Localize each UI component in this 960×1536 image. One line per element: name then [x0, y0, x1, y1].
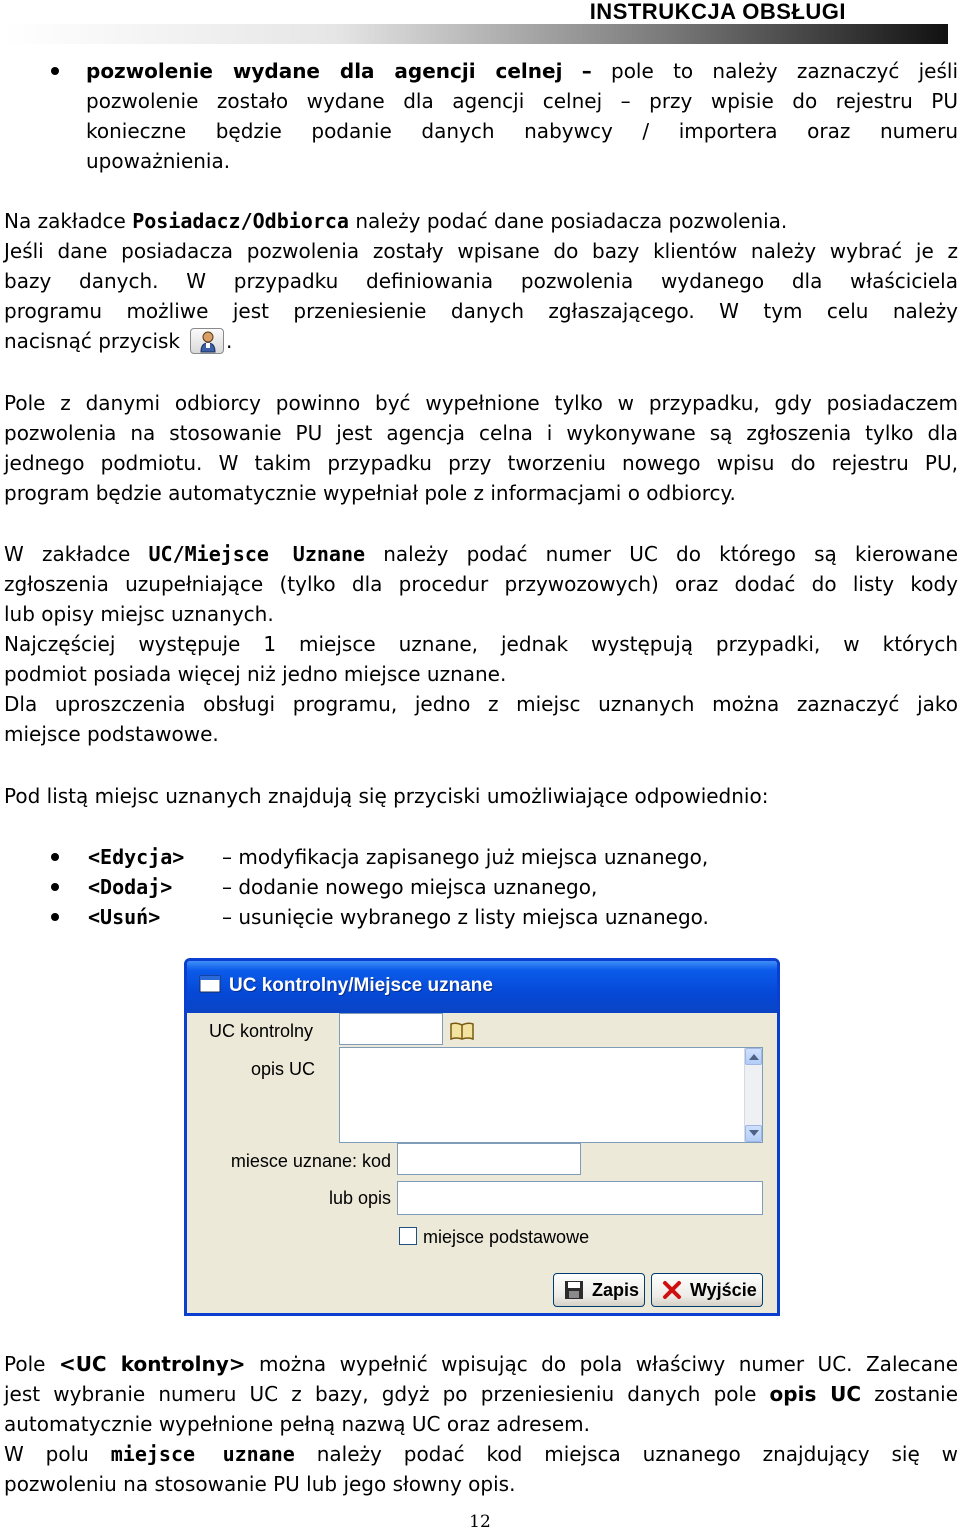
lub-opis-label: lub opis [328, 1188, 391, 1208]
uc-miejsce-dialog [184, 958, 780, 1316]
zapis-button[interactable]: Zapis [553, 1273, 645, 1307]
miejsce-kod-label: miesce uznane: kod [230, 1151, 391, 1171]
bullet-dot [51, 853, 59, 861]
header-gradient-bar [4, 24, 948, 44]
bullet-dot [51, 883, 59, 891]
edycja-key: <Edycja> [88, 845, 185, 869]
window-app-icon [199, 974, 221, 994]
paragraph-uc-kontrolny: Pole <UC kontrolny> można wypełnić wpisując do pola właściwy numer UC. Zalecane jest wybranie numeru UC z bazy, gdyż po przeniesieniu danych pole opis UC zostanie automatycznie wypełnione pełną nazwą UC oraz adresem. W polu miejsce uznane należy podać kod miejsca uznanego znajdujący się w pozwoleniu na stosowanie PU lub jego słowny opis. [4, 1352, 959, 1496]
usun-key: <Usuń> [88, 905, 161, 929]
lub-opis-input[interactable] [397, 1181, 763, 1215]
edycja-desc: – modyfikacja zapisanego już miejsca uznanego, [222, 845, 709, 869]
bullet-dot [51, 913, 59, 921]
scroll-up-button[interactable] [745, 1048, 762, 1065]
page-number: 12 [469, 1512, 491, 1532]
close-x-icon [662, 1280, 682, 1300]
paragraph-posiadacz: Na zakładce Posiadacz/Odbiorca należy podać dane posiadacza pozwolenia. Jeśli dane posiadacza pozwolenia zostały wpisane do bazy klientów należy wybrać je z bazy danych. W przypadku definiowania pozwolenia wydanego dla właściciela programu możliwe jest przeniesienie danych zgłaszającego. W tym celu należy nacisnąć przycisk . [4, 209, 958, 353]
dodaj-desc: – dodanie nowego miejsca uznanego, [222, 875, 598, 899]
usun-desc: – usunięcie wybranego z listy miejsca uznanego. [222, 905, 709, 929]
dialog-title: UC kontrolny/Miejsce uznane [229, 975, 493, 996]
scroll-down-button[interactable] [745, 1125, 762, 1142]
bullet-pozwolenie-agencja: pozwolenie wydane dla agencji celnej – pole to należy zaznaczyć jeśli pozwolenie zostało wydane dla agencji celnej – przy wpisie do rejestru PU konieczne będzie podanie danych nabywcy / importera oraz numeru upoważnienia. [86, 59, 959, 173]
arrow-down-icon [749, 1130, 759, 1137]
arrow-up-icon [749, 1053, 759, 1060]
uc-kontrolny-label: UC kontrolny [208, 1021, 313, 1041]
bullet-dot [51, 67, 59, 75]
dialog-titlebar [187, 961, 777, 1013]
dodaj-key: <Dodaj> [88, 875, 173, 899]
paragraph-odbiorca: Pole z danymi odbiorcy powinno być wypełnione tylko w przypadku, gdy posiadaczem pozwolenia na stosowanie PU jest agencja celna i wykonywane są zgłoszenia tylko dla jednego podmiotu. W takim przypadku przy tworzeniu nowego wpisu do rejestru PU, program będzie automatycznie wypełniał pole z informacjami o odbiorcy. [4, 391, 958, 505]
paragraph-przyciski-intro: Pod listą miejsc uznanych znajdują się przyciski umożliwiające odpowiednio: [4, 784, 769, 808]
person-icon [199, 331, 217, 353]
wyjscie-button[interactable]: Wyjście [651, 1273, 763, 1307]
transfer-applicant-button[interactable] [190, 328, 224, 354]
paragraph-uc-miejsce: W zakładce UC/Miejsce Uznane należy podać numer UC do którego są kierowane zgłoszenia uzupełniające (tylko dla procedur przywozowych) oraz dodać do listy kody lub opisy miejsc uznanych. Najczęściej występuje 1 miejsce uznane, jednak występują przypadki, w których podmiot posiada więcej niż jedno miejsce uznane. Dla uproszczenia obsługi programu, jedno z miejsc uznanych można zaznaczyć jako miejsce podstawowe. [4, 542, 959, 746]
document-header-title: INSTRUKCJA OBSŁUGI [589, 0, 846, 24]
opis-uc-memo[interactable] [339, 1047, 763, 1143]
miejsce-podstawowe-checkbox[interactable] [399, 1227, 417, 1245]
opis-uc-label: opis UC [250, 1059, 315, 1079]
miejsce-podstawowe-label: miejsce podstawowe [423, 1227, 590, 1247]
uc-kontrolny-input[interactable] [339, 1013, 443, 1045]
memo-scrollbar[interactable] [744, 1048, 762, 1142]
miejsce-kod-input[interactable] [397, 1143, 581, 1175]
book-lookup-icon[interactable] [449, 1021, 475, 1041]
floppy-save-icon [564, 1280, 584, 1300]
